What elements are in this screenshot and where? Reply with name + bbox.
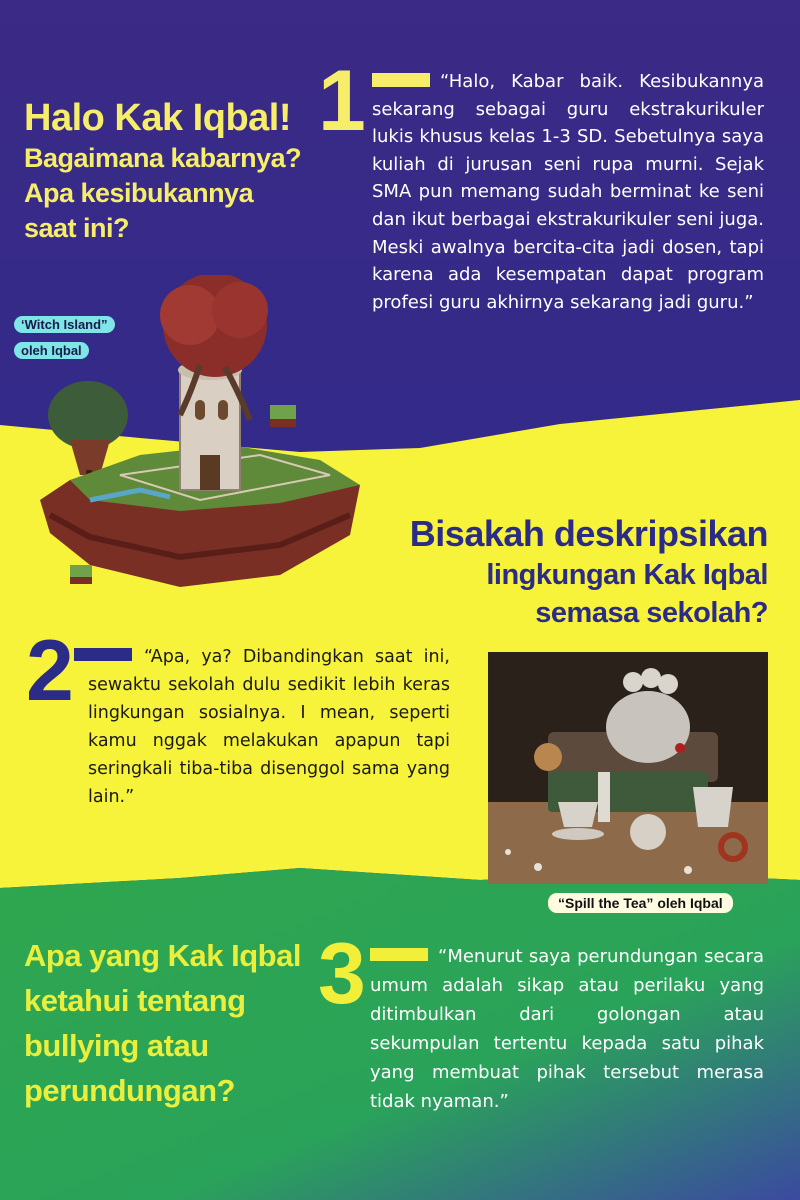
question-3-line-2: ketahui tentang xyxy=(24,983,246,1018)
question-3-line-1: Apa yang Kak Iqbal xyxy=(24,938,301,973)
spill-the-tea-caption: “Spill the Tea” oleh Iqbal xyxy=(548,893,733,913)
question-1-line-3: Apa kesibukannya xyxy=(24,178,254,208)
question-1-line-4: saat ini? xyxy=(24,213,130,243)
question-2-line-2: lingkungan Kak Iqbal xyxy=(486,559,768,591)
question-2-heading xyxy=(348,512,768,632)
number-3: 3 xyxy=(318,926,366,1022)
question-2-line-1: Bisakah deskripsikan xyxy=(409,513,768,554)
number-1: 1 xyxy=(318,53,366,149)
answer-1: “Halo, Kabar baik. Kesibukannya sekarang sebagai guru ekstrakurikuler lukis khusus kelas 1-3 SD. Sebetulnya saya kuliah di jurusan seni rupa murni. Sejak SMA pun memang sudah berminat ke seni dan ikut berbagai ekstrakurikuler seni juga. Meski awalnya bercita-cita jadi dosen, tapi karena ada kesempatan dapat program profesi guru akhirnya sekarang jadi guru.” xyxy=(372,71,764,313)
question-3-heading xyxy=(24,933,324,1113)
witch-island-artwork xyxy=(30,275,380,605)
witch-island-caption-title: ‘Witch Island” xyxy=(14,316,115,333)
question-1-line-2: Bagaimana kabarnya? xyxy=(24,143,302,173)
question-3-line-3: bullying atau xyxy=(24,1028,209,1063)
witch-island-caption-author: oleh Iqbal xyxy=(14,342,89,359)
question-1-line-1: Halo Kak Iqbal! xyxy=(24,97,291,139)
answer-2: “Apa, ya? Dibandingkan saat ini, sewaktu sekolah dulu sedikit lebih keras lingkungan sosialnya. I mean, seperti kamu nggak melakukan apapun tapi seringkali tiba-tiba disenggol sama yang lain.” xyxy=(88,647,450,807)
question-2-line-3: semasa sekolah? xyxy=(535,597,768,629)
answer-3: “Menurut saya perundungan secara umum adalah sikap atau perilaku yang ditimbulkan dari golongan atau sekumpulan tertentu kepada satu pihak yang membuat pihak tersebut merasa tidak nyaman.” xyxy=(370,946,764,1112)
question-3-line-4: perundungan? xyxy=(24,1073,235,1108)
number-2: 2 xyxy=(26,623,74,719)
question-1-heading xyxy=(24,95,344,246)
spill-the-tea-artwork xyxy=(488,652,768,884)
